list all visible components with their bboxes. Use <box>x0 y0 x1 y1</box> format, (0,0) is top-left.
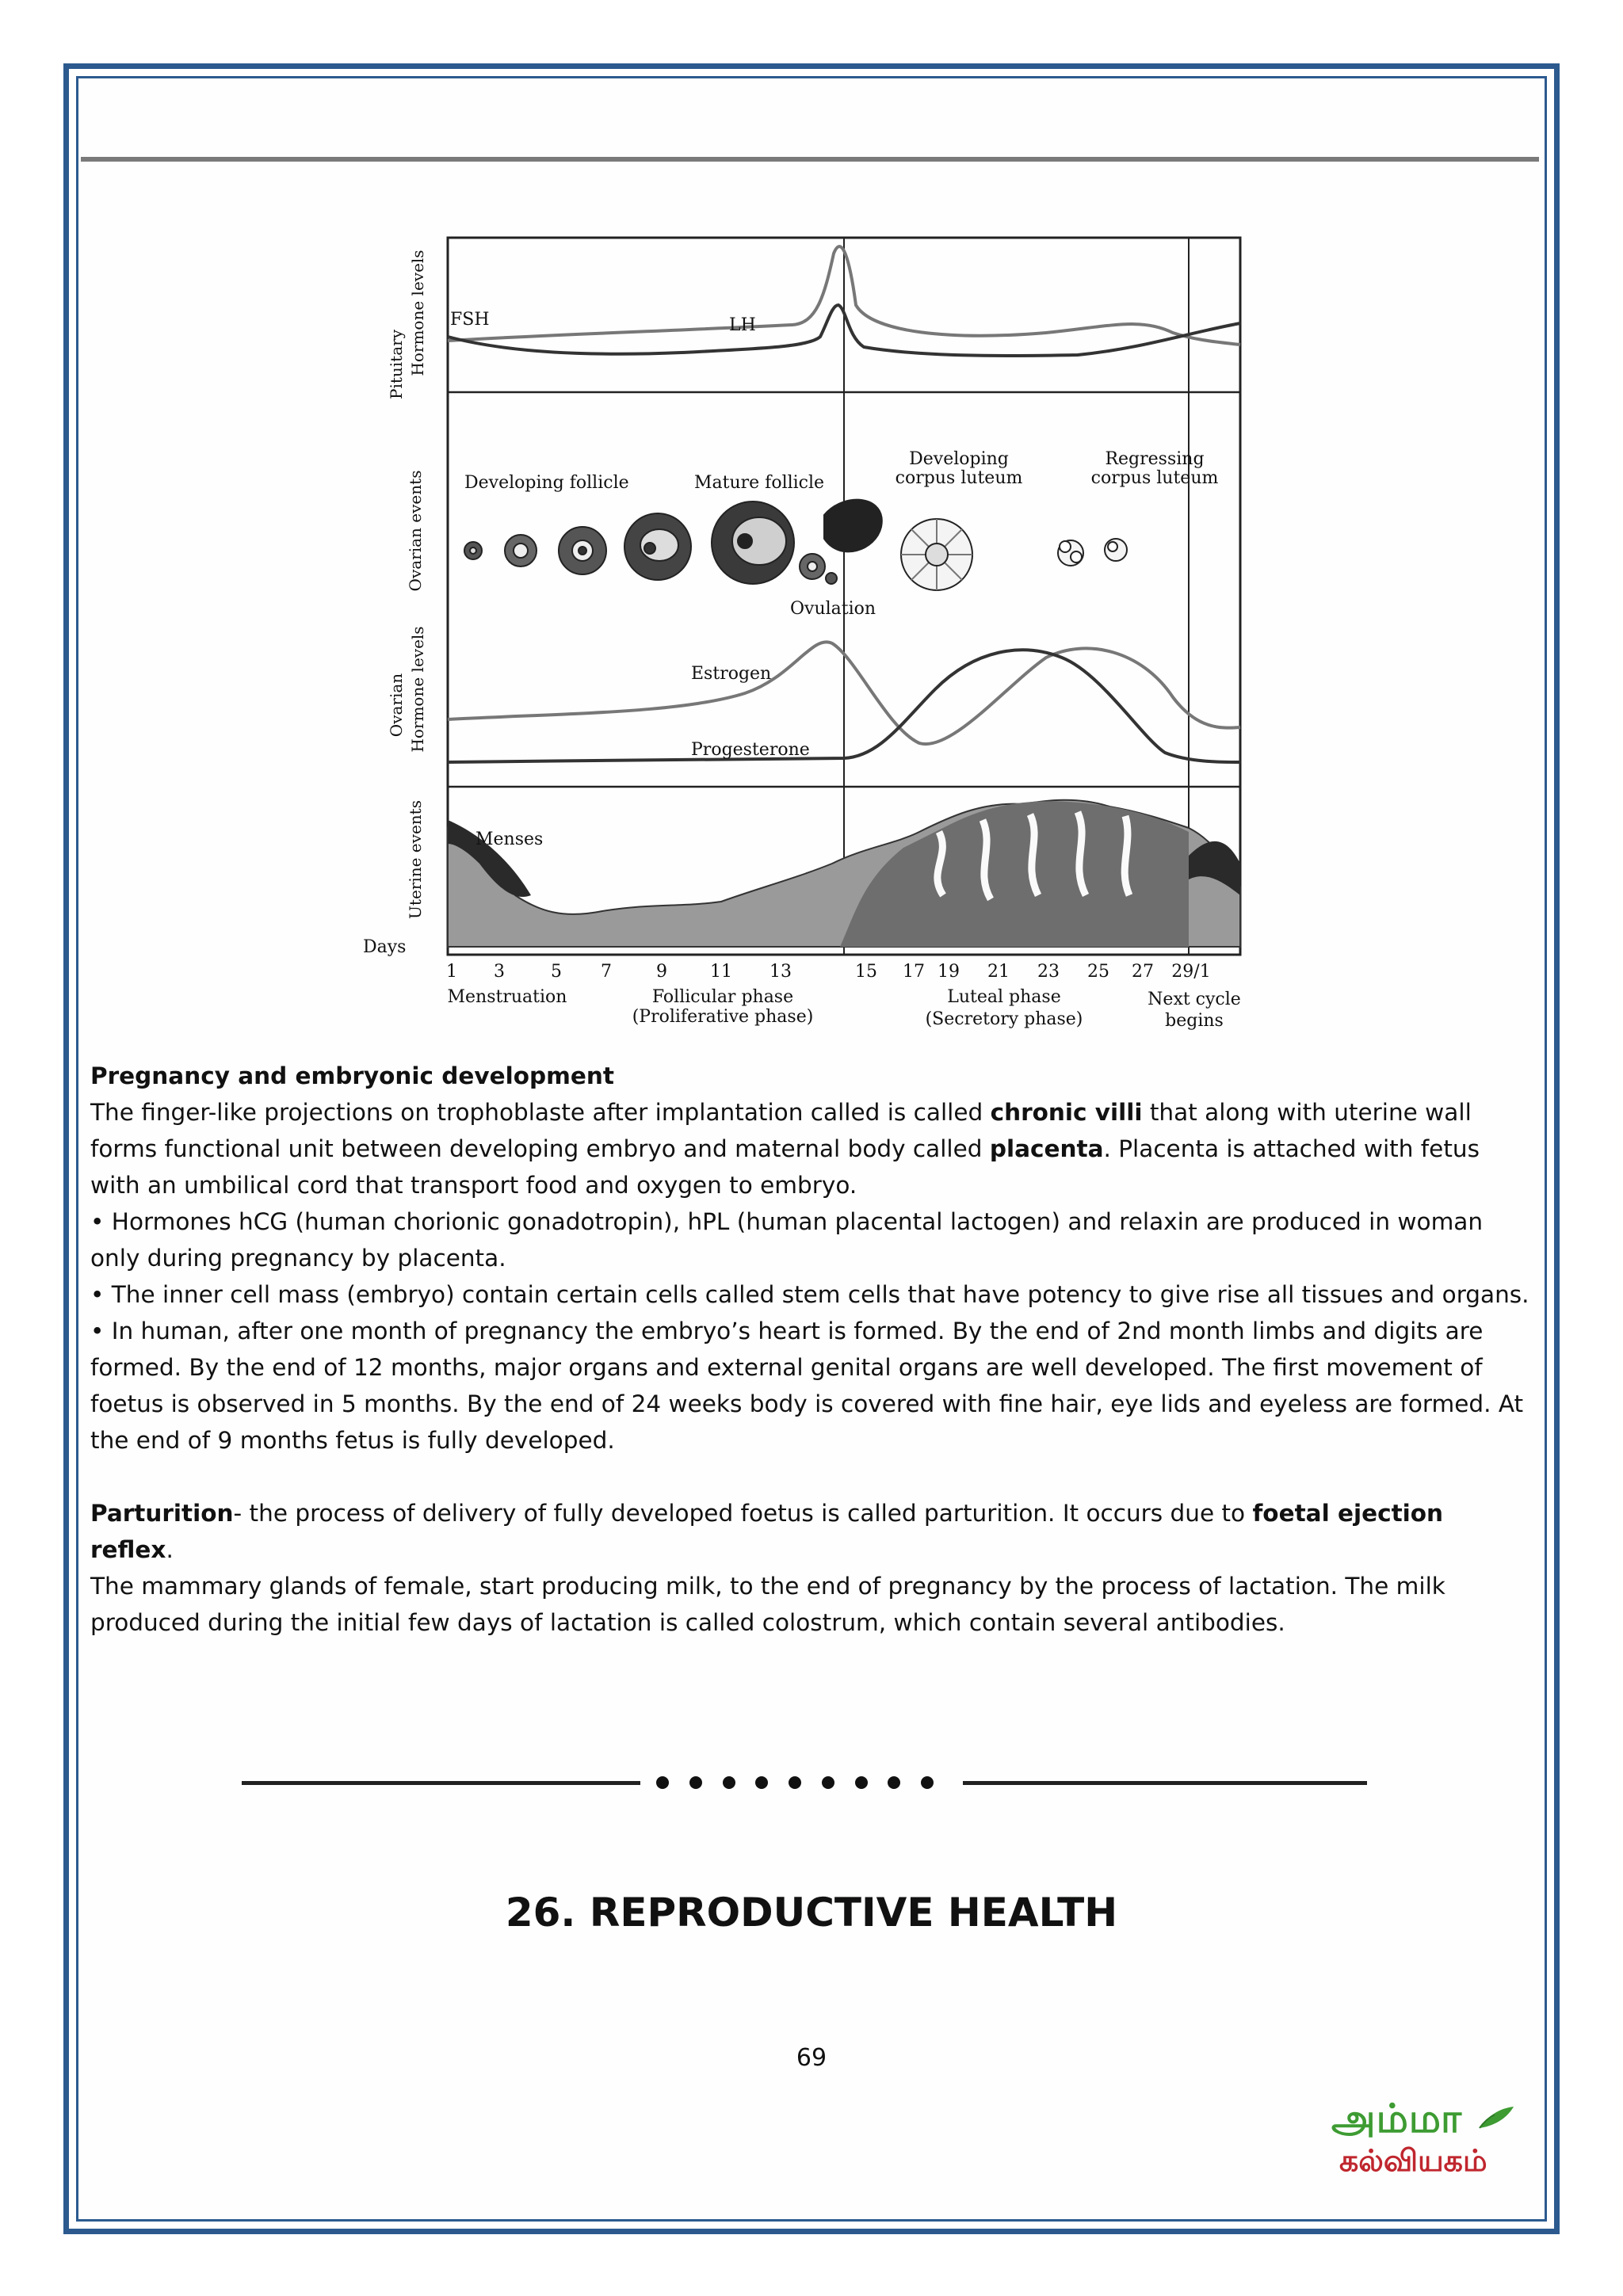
row-label-ovarian: Ovarian <box>387 673 406 738</box>
label-regressing-cl-2: corpus luteum <box>1090 468 1219 488</box>
page-number: 69 <box>796 2044 827 2072</box>
day-tick: 13 <box>769 962 792 982</box>
day-tick: 21 <box>987 962 1010 982</box>
section-divider <box>242 1767 1367 1798</box>
day-tick: 9 <box>656 962 667 982</box>
phase-next-cycle-sub: begins <box>1165 1011 1224 1031</box>
phase-luteal: Luteal phase <box>947 987 1061 1007</box>
phase-luteal-sub: (Secretory phase) <box>925 1009 1083 1029</box>
bullet-development: • In human, after one month of pregnancy the embryo’s heart is formed. By the end of 2nd month limbs and digits are formed. By the end of 12 months, major organs and external genital organs are well developed. The first movement of foetus is observed in 5 months. By the end of 24 weeks body is covered with fine hair, eye lids and eyeless are formed. At the end of 9 months fetus is fully developed. <box>90 1318 1524 1454</box>
row-label-ovarian-hormone: Hormone levels <box>408 626 427 753</box>
menses-label: Menses <box>475 830 544 849</box>
day-tick: 17 <box>903 962 925 982</box>
body-text <box>90 1058 1533 1641</box>
label-developing-cl-2: corpus luteum <box>895 468 1023 488</box>
leaf-icon <box>1476 2100 1515 2132</box>
paragraph-lactation: The mammary glands of female, start producing milk, to the end of pregnancy by the process of lactation. The milk produced during the initial few days of lactation is called colostrum, which contain several antibodies. <box>90 1573 1445 1636</box>
row-label-ovarian-events: Ovarian events <box>406 470 425 592</box>
day-tick: 29/1 <box>1171 962 1211 982</box>
phase-next-cycle: Next cycle <box>1148 990 1241 1009</box>
logo-line-1: அம்மா <box>1331 2096 1463 2142</box>
day-tick: 27 <box>1132 962 1154 982</box>
phase-menstruation: Menstruation <box>447 987 567 1007</box>
row-label-pituitary: Pituitary <box>387 330 406 399</box>
ruptured-follicle <box>824 500 882 552</box>
lh-label: LH <box>729 315 756 335</box>
phase-follicular: Follicular phase <box>651 987 794 1007</box>
label-developing-cl-1: Developing <box>909 449 1009 469</box>
phase-follicular-sub: (Proliferative phase) <box>632 1007 814 1027</box>
row-label-uterine-events: Uterine events <box>406 800 425 919</box>
days-label: Days <box>363 937 407 957</box>
row-label-pituitary-hormone: Hormone levels <box>408 250 427 376</box>
day-tick: 11 <box>710 962 732 982</box>
day-tick: 7 <box>601 962 612 982</box>
label-ovulation: Ovulation <box>790 599 876 619</box>
day-tick: 5 <box>551 962 562 982</box>
day-tick: 25 <box>1087 962 1109 982</box>
day-tick: 19 <box>938 962 960 982</box>
bullet-hormones: • Hormones hCG (human chorionic gonadotropin), hPL (human placental lactogen) and relaxin are produced in woman only during pregnancy by placenta. <box>90 1208 1484 1272</box>
fsh-label: FSH <box>450 310 490 330</box>
label-regressing-cl-1: Regressing <box>1105 449 1205 469</box>
estrogen-label: Estrogen <box>691 664 772 684</box>
publisher-logo <box>1331 2096 1522 2183</box>
paragraph-parturition: Parturition- the process of delivery of fully developed foetus is called parturition. It occurs due to foetal ejection reflex. <box>90 1500 1444 1563</box>
day-tick: 15 <box>855 962 877 982</box>
logo-line-2: கல்வியகம் <box>1339 2143 1487 2178</box>
menstrual-cycle-diagram <box>349 230 1284 1038</box>
bullet-stem-cells: • The inner cell mass (embryo) contain certain cells called stem cells that have potency to give rise all tissues and organs. <box>90 1281 1529 1308</box>
label-mature-follicle: Mature follicle <box>694 473 825 493</box>
chapter-title: 26. REPRODUCTIVE HEALTH <box>505 1890 1118 1936</box>
header-rule <box>81 157 1539 162</box>
section-heading: Pregnancy and embryonic development <box>90 1062 614 1089</box>
progesterone-label: Progesterone <box>691 740 810 760</box>
day-tick: 3 <box>494 962 505 982</box>
label-developing-follicle: Developing follicle <box>464 473 629 493</box>
paragraph-villi: The finger-like projections on trophoblaste after implantation called is called chronic villi that along with uterine wall forms functional unit between developing embryo and maternal body called placenta. Placenta is attached with fetus with an umbilical cord that transport food and oxygen to embryo. <box>90 1099 1480 1199</box>
day-tick: 1 <box>446 962 457 982</box>
day-tick: 23 <box>1037 962 1060 982</box>
